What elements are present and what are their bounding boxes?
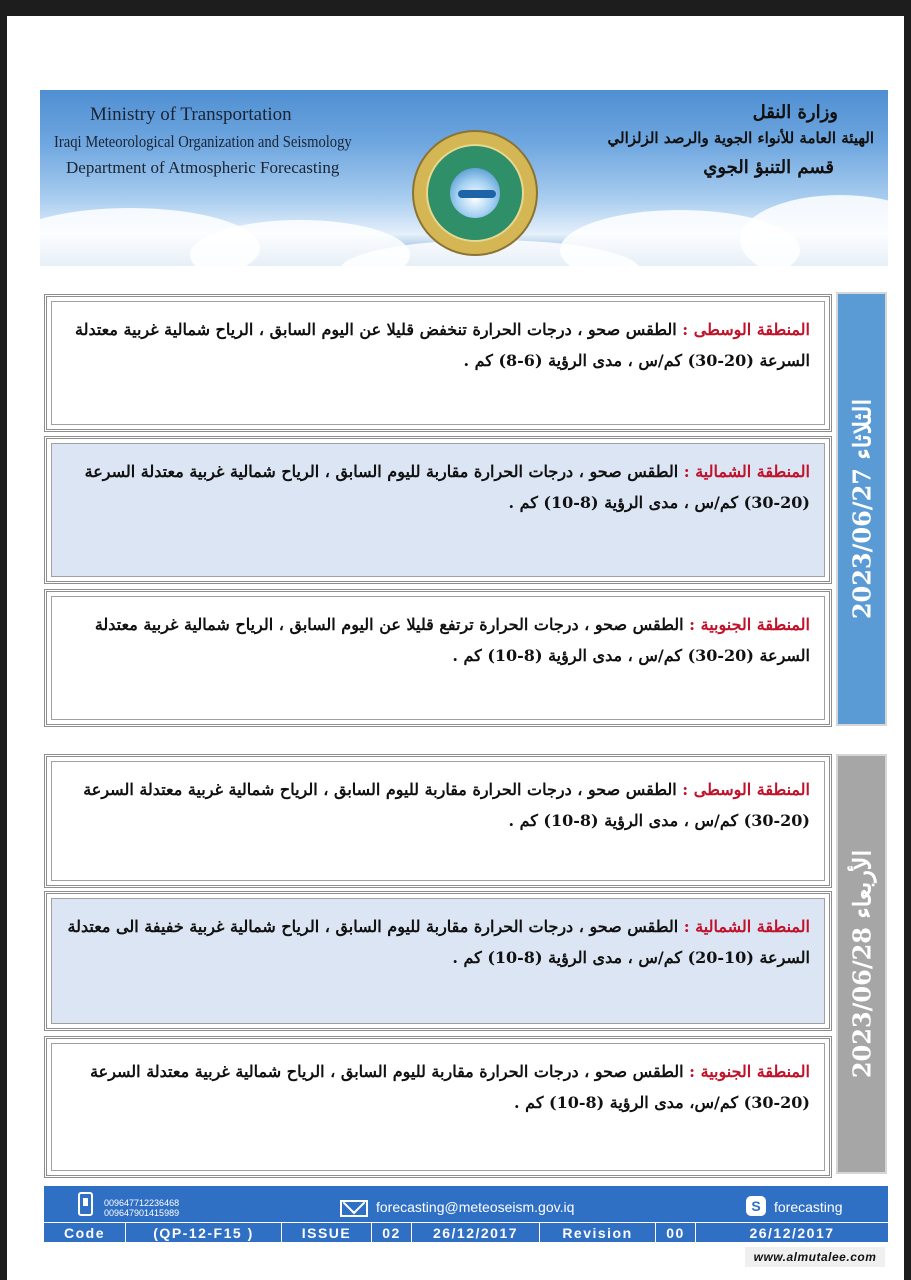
organization-name-ar: الهيئة العامة للأنواء الجوية والرصد الزلزالي bbox=[607, 129, 874, 147]
region-label: المنطقة الوسطى : bbox=[682, 320, 810, 339]
forecast-box-day2-central bbox=[44, 754, 832, 888]
forecast-text: الطقس صحو ، درجات الحرارة مقاربة لليوم السابق ، الرياح شمالية غربية خفيفة الى معتدلة السرعة (10-20) كم/س ، مدى الرؤية (8-10) كم . bbox=[67, 917, 810, 967]
forecast-text: الطقس صحو ، درجات الحرارة تنخفض قليلا عن اليوم السابق ، الرياح شمالية غربية معتدلة السرعة (20-30) كم/س ، مدى الرؤية (6-8) كم . bbox=[75, 320, 810, 370]
day-label: الأربعاء 2023/06/28 bbox=[847, 849, 876, 1079]
revision-date: 26/12/2017 bbox=[749, 1224, 835, 1241]
header-english bbox=[54, 104, 400, 178]
ministry-name-en: Ministry of Transportation bbox=[90, 104, 292, 125]
region-label: المنطقة الجنوبية : bbox=[689, 1062, 810, 1081]
issue-date: 26/12/2017 bbox=[412, 1223, 540, 1242]
phone-number-2: 009647901415989 bbox=[104, 1208, 180, 1218]
header-banner bbox=[40, 90, 888, 266]
revision-label: Revision bbox=[540, 1223, 656, 1242]
skype-icon: S bbox=[746, 1196, 766, 1216]
department-name-en: Department of Atmospheric Forecasting bbox=[66, 158, 340, 177]
forecast-box-day2-north bbox=[44, 891, 832, 1031]
page-frame-right bbox=[904, 0, 911, 1280]
header-arabic bbox=[608, 102, 875, 178]
region-label: المنطقة الجنوبية : bbox=[689, 615, 810, 634]
phone-numbers bbox=[104, 1198, 179, 1218]
phone-number-1: 009647712236468 bbox=[104, 1198, 180, 1208]
organization-name-en: Iraqi Meteorological Organization and Seismology bbox=[54, 132, 352, 151]
email-icon bbox=[340, 1200, 368, 1217]
region-label: المنطقة الشمالية : bbox=[683, 462, 810, 481]
day-tab-2 bbox=[836, 754, 887, 1174]
forecast-text: الطقس صحو ، درجات الحرارة مقاربة لليوم السابق ، الرياح شمالية غربية معتدلة السرعة (20-30) كم/س ، مدى الرؤية (8-10) كم . bbox=[83, 780, 810, 830]
forecast-box-day2-south bbox=[44, 1036, 832, 1178]
code-label: Code bbox=[44, 1223, 126, 1242]
day-label: الثلاثاء 2023/06/27 bbox=[847, 398, 876, 620]
forecast-box-day1-south bbox=[44, 589, 832, 727]
forecast-text: الطقس صحو ، درجات الحرارة مقاربة لليوم السابق ، الرياح شمالية غربية معتدلة السرعة (20-30) كم/س، مدى الرؤية (8-10) كم . bbox=[90, 1062, 810, 1112]
issue-label: ISSUE bbox=[282, 1223, 372, 1242]
code-value: (QP-12-F15 ) bbox=[126, 1223, 282, 1242]
email-address[interactable]: forecasting@meteoseism.gov.iq bbox=[376, 1199, 575, 1215]
page-frame-left bbox=[0, 0, 7, 1280]
ministry-name-ar: وزارة النقل bbox=[752, 102, 838, 123]
revision-value: 00 bbox=[656, 1223, 696, 1242]
forecast-text: الطقس صحو ، درجات الحرارة مقاربة لليوم السابق ، الرياح شمالية غربية معتدلة السرعة (20-30) كم/س ، مدى الرؤية (8-10) كم . bbox=[84, 462, 810, 512]
website-watermark[interactable]: www.almutalee.com bbox=[745, 1247, 885, 1267]
day-tab-1 bbox=[836, 292, 887, 726]
document-code-row bbox=[44, 1222, 888, 1242]
department-name-ar: قسم التنبؤ الجوي bbox=[703, 157, 834, 178]
skype-handle: forecasting bbox=[774, 1199, 843, 1215]
forecast-text: الطقس صحو ، درجات الحرارة ترتفع قليلا عن اليوم السابق ، الرياح شمالية غربية معتدلة السرعة (20-30) كم/س ، مدى الرؤية (8-10) كم . bbox=[94, 615, 810, 665]
forecast-box-day1-north bbox=[44, 436, 832, 584]
footer-bar bbox=[44, 1186, 888, 1242]
issue-value: 02 bbox=[372, 1223, 412, 1242]
region-label: المنطقة الوسطى : bbox=[682, 780, 810, 799]
region-label: المنطقة الشمالية : bbox=[683, 917, 810, 936]
organization-logo-icon bbox=[412, 130, 538, 256]
page-frame-top bbox=[0, 0, 911, 16]
forecast-box-day1-central bbox=[44, 294, 832, 432]
phone-icon bbox=[78, 1192, 93, 1216]
